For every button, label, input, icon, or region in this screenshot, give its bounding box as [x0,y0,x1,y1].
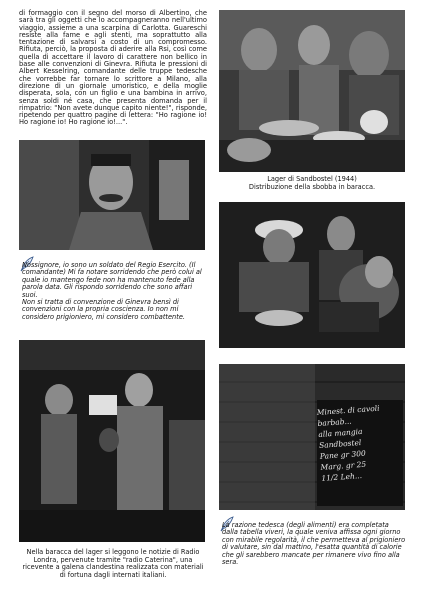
sandbostel-caption-subtitle: Distribuzione della sbobba in baracca. [248,182,376,191]
photo-radio-londra-reading [19,340,205,542]
blackboard-text [316,401,405,484]
sandbostel-caption-title: Lager di Sandbostel (1944) [267,175,357,183]
photo-sandbostel-soup [219,10,405,172]
blackboard-line: alla mangia Sandbostel [318,426,363,450]
blackboard-line: Marg. gr 25 [320,459,367,472]
blackboard-line: Minest. di cavoli [316,403,380,417]
blackboard-line: barbab... [317,416,352,428]
quote-paragraph-1: Nossignore, io sono un soldato del Regio Esercito. (Il comandante) Mi fa notare sorridendo che però colui al quale io mantengo fede non ha mantenuto fede alla parola data. Gli rispondo sorridendo che sono affari suoi. [22,261,202,299]
quote-paragraph-2: Non si tratta di convenzione di Ginevra bensì di convenzioni con la propria coscienza. Io non mi considero prigioniero, mi considero combattente. [22,298,185,321]
photo-barrack-meal [219,202,405,348]
photo-ration-blackboard [219,364,405,510]
blackboard-line: 11/2 Leh... [321,471,363,483]
radio-londra-caption: Nella baracca del lager si leggono le notizie di Radio Londra, pervenute tramite "radio Caterina", una ricevente a galena clandestina realizzata con materiali di fortuna dagli internati italiani. [22,548,204,579]
ration-description: La razione tedesca (degli alimenti) era completata dalla tabella viveri, la quale veniva affissa ogni giorno con mirabile regolarità, il che permetteva al prigioniero di valutare, sin dal mattino, l'esatta quantità di calorie che gli sarebbero mancate per rimanere vivo fino alla sera. [222,521,406,567]
intro-paragraph: di formaggio con il segno del morso di Albertino, che sarà tra gli oggetti che lo accompagneranno nell'ultimo viaggio, assieme a una scarpina di Carlotta. Guareschi resiste alla fame e agli stenti, ma soprattutto alla tentazione di salvarsi a costo di un compromesso. Rifiuta, perciò, la proposta di aderire alla Rsi, così come quella di accettare il lavoro di carattere non bellico in base alle convenzioni di Ginevra. Rifiuta le pressioni di Albert Kesselring, comandante delle truppe tedesche che vorrebbe far tornare lo scrittore a Milano, alla direzione di un giornale umoristico, e della moglie disperata, sola, con un figlio e una bambina in arrivo, senza soldi né casa, che presenta domanda per il rimpatrio: "Non avete dunque capito niente!", risponde, ripetendo per quattro pagine di lettera: "Ho ragione io! Ho ragione io! Ho ragione io!...". [19,9,207,127]
guareschi-quote [22,262,208,321]
blackboard-line: Pane gr 300 [319,448,366,461]
photo-guareschi-portrait [19,140,205,250]
